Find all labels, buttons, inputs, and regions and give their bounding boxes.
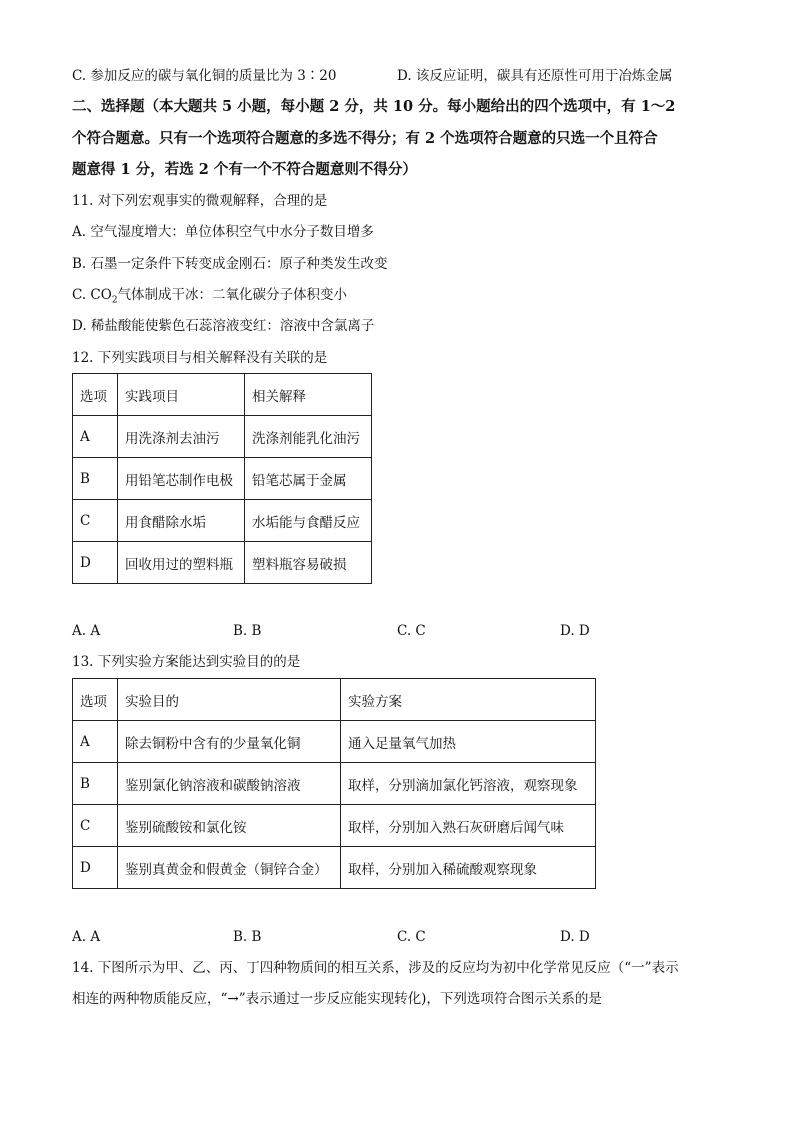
section-heading-line-3: 题意得 1 分，若选 2 个有一个不符合题意则不得分） bbox=[72, 161, 417, 178]
table-cell: 除去铜粉中含有的少量氧化铜 bbox=[118, 721, 341, 763]
table-cell: B bbox=[73, 763, 118, 805]
table-cell: 鉴别氯化钠溶液和碳酸钠溶液 bbox=[118, 763, 341, 805]
q14-stem-line-2: 相连的两种物质能反应，“→”表示通过一步反应能实现转化)，下列选项符合图示关系的是 bbox=[72, 991, 602, 1007]
q12-table bbox=[72, 373, 372, 584]
q12-answer-c: C. C bbox=[397, 623, 426, 639]
q11-option-a: A. 空气湿度增大：单位体积空气中水分子数目增多 bbox=[72, 224, 374, 240]
table-header-cell: 实验目的 bbox=[118, 679, 341, 721]
table-cell: 用铅笔芯制作电极 bbox=[118, 458, 245, 500]
table-row bbox=[73, 847, 596, 889]
table-row bbox=[73, 805, 596, 847]
table-cell: 洗涤剂能乳化油污 bbox=[245, 416, 372, 458]
table-cell: 铅笔芯属于金属 bbox=[245, 458, 372, 500]
table-row bbox=[73, 500, 372, 542]
table-row bbox=[73, 763, 596, 805]
table-cell: 取样，分别滴加氯化钙溶液，观察现象 bbox=[341, 763, 596, 805]
prev-option-c: C. 参加反应的碳与氧化铜的质量比为 3∶20 bbox=[72, 68, 337, 84]
table-header-row bbox=[73, 679, 596, 721]
q11-option-b: B. 石墨一定条件下转变成金刚石：原子种类发生改变 bbox=[72, 256, 388, 272]
q12-answer-d: D. D bbox=[560, 623, 590, 639]
q13-answers-row bbox=[72, 927, 722, 947]
table-cell: 用食醋除水垢 bbox=[118, 500, 245, 542]
table-header-row bbox=[73, 374, 372, 416]
q11-option-c bbox=[72, 285, 347, 311]
table-header-cell: 实验方案 bbox=[341, 679, 596, 721]
table-header-cell: 实践项目 bbox=[118, 374, 245, 416]
q14-stem-line-1: 14. 下图所示为甲、乙、丙、丁四种物质间的相互关系，涉及的反应均为初中化学常见反应（“一”表示 bbox=[72, 960, 679, 976]
q13-stem: 13. 下列实验方案能达到实验目的的是 bbox=[72, 654, 301, 670]
prev-option-d: D. 该反应证明，碳具有还原性可用于冶炼金属 bbox=[397, 68, 673, 84]
table-cell: D bbox=[73, 542, 118, 584]
q13-answer-d: D. D bbox=[560, 929, 590, 945]
table-cell: 通入足量氧气加热 bbox=[341, 721, 596, 763]
q13-answer-a: A. A bbox=[72, 929, 101, 945]
table-cell: 水垢能与食醋反应 bbox=[245, 500, 372, 542]
table-cell: 取样，分别加入熟石灰研磨后闻气味 bbox=[341, 805, 596, 847]
q12-answers-row bbox=[72, 621, 722, 641]
table-cell: 取样，分别加入稀硫酸观察现象 bbox=[341, 847, 596, 889]
table-cell: A bbox=[73, 721, 118, 763]
table-cell: 鉴别硫酸铵和氯化铵 bbox=[118, 805, 341, 847]
table-cell: A bbox=[73, 416, 118, 458]
table-cell: 塑料瓶容易破损 bbox=[245, 542, 372, 584]
section-heading-line-2: 个符合题意。只有一个选项符合题意的多选不得分；有 2 个选项符合题意的只选一个且符合 bbox=[72, 130, 658, 147]
table-header-cell: 选项 bbox=[73, 679, 118, 721]
table-cell: C bbox=[73, 500, 118, 542]
q11-option-c-subscript: 2 bbox=[111, 295, 118, 306]
table-cell: D bbox=[73, 847, 118, 889]
q13-answer-c: C. C bbox=[397, 929, 426, 945]
table-row bbox=[73, 721, 596, 763]
prev-options-row bbox=[72, 66, 722, 86]
q13-table bbox=[72, 678, 596, 889]
q11-option-d: D. 稀盐酸能使紫色石蕊溶液变红：溶液中含氯离子 bbox=[72, 318, 375, 334]
q12-stem: 12. 下列实践项目与相关解释没有关联的是 bbox=[72, 350, 328, 366]
table-cell: C bbox=[73, 805, 118, 847]
q11-stem: 11. 对下列宏观事实的微观解释，合理的是 bbox=[72, 193, 328, 209]
table-header-cell: 选项 bbox=[73, 374, 118, 416]
table-row bbox=[73, 458, 372, 500]
table-header-cell: 相关解释 bbox=[245, 374, 372, 416]
q12-answer-a: A. A bbox=[72, 623, 101, 639]
q11-option-c-prefix: C. CO bbox=[72, 287, 112, 303]
q12-answer-b: B. B bbox=[233, 623, 262, 639]
table-row bbox=[73, 416, 372, 458]
table-cell: 用洗涤剂去油污 bbox=[118, 416, 245, 458]
table-cell: 回收用过的塑料瓶 bbox=[118, 542, 245, 584]
table-row bbox=[73, 542, 372, 584]
q13-answer-b: B. B bbox=[233, 929, 262, 945]
section-heading-line-1: 二、选择题（本大题共 5 小题，每小题 2 分，共 10 分。每小题给出的四个选项中，有 1～2 bbox=[72, 98, 676, 115]
table-cell: 鉴别真黄金和假黄金（铜锌合金） bbox=[118, 847, 341, 889]
q11-option-c-suffix: 气体制成干冰：二氧化碳分子体积变小 bbox=[117, 287, 348, 303]
table-cell: B bbox=[73, 458, 118, 500]
